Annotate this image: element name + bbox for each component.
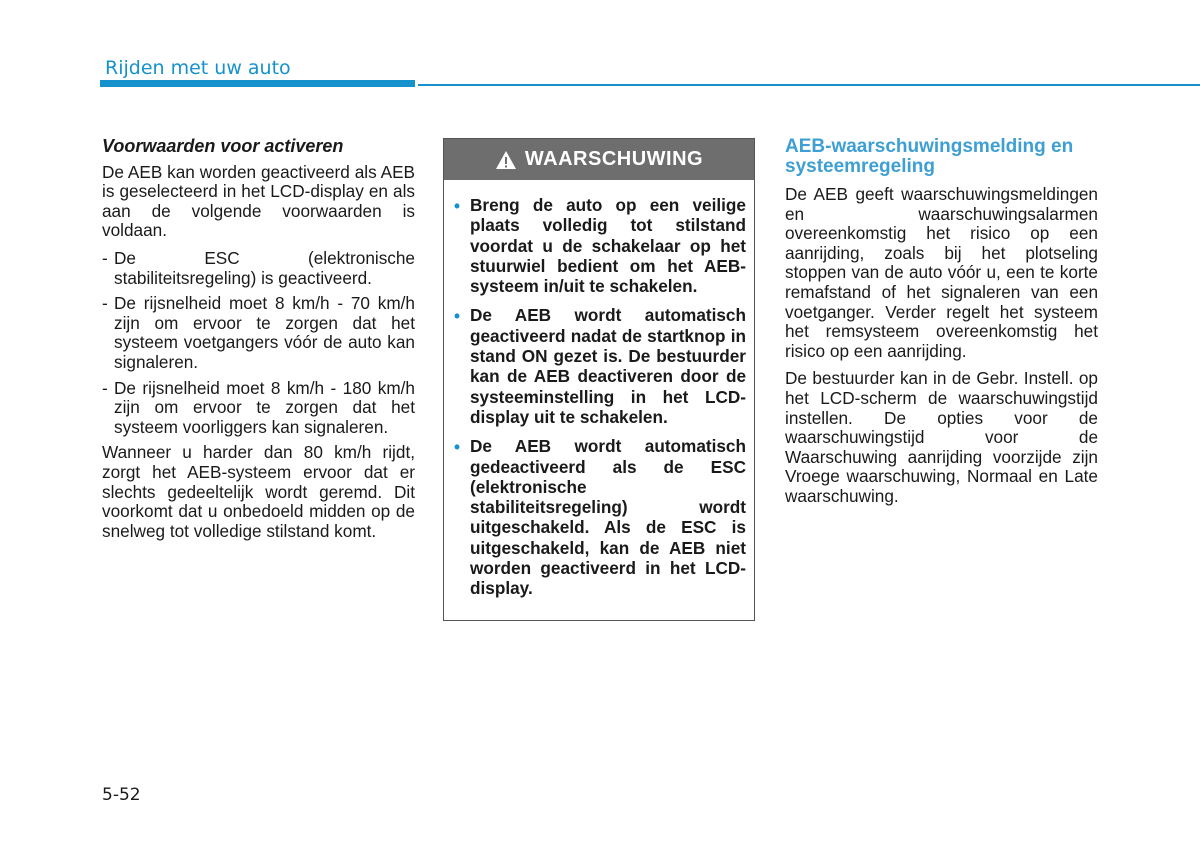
aeb-paragraph: De bestuurder kan in de Gebr. Instell. op het LCD-scherm de waarschuwingstijd instellen. De opties voor de waarschuwingstijd voor de Waarschuwing aanrijding voorzijde zijn Vroege waarschuwing, Normaal en Late waarschuwing. xyxy=(785,368,1098,506)
aeb-paragraph: De AEB geeft waarschuwingsmeldingen en waarschuwingsalarmen overeenkomstig het risico op een aanrijding, zoals bij het plotseling stoppen van de auto vóór u, een te korte remafstand of het signaleren van een voetganger. Verder regelt het systeem het remsysteem overeenkomstig het risico op een aanrijding. xyxy=(785,184,1098,361)
warning-bullet xyxy=(454,195,746,296)
warning-title: WAARSCHUWING xyxy=(524,148,704,170)
warning-header xyxy=(444,139,754,181)
right-column xyxy=(785,137,1098,515)
section-title: Rijden met uw auto xyxy=(105,57,291,79)
conditions-heading: Voorwaarden voor activeren xyxy=(102,136,344,156)
bullet-dot: • xyxy=(454,306,461,327)
conditions-intro: De AEB kan worden geactiveerd als AEB is geselecteerd in het LCD-display en als aan de volgende voorwaarden is voldaan. xyxy=(102,161,415,241)
condition-item-text: De rijsnelheid moet 8 km/h - 180 km/h zijn om ervoor te zorgen dat het systeem voorliggers kan signaleren. xyxy=(114,377,415,437)
warning-bullet-text: Breng de auto op een veilige plaats volledig tot stilstand voordat u de schakelaar op het stuurwiel bedient om het AEB-systeem in/uit te schakelen. xyxy=(470,195,746,297)
warning-triangle-icon xyxy=(495,150,517,170)
page-number: 5-52 xyxy=(102,785,141,805)
conditions-outro: Wanneer u harder dan 80 km/h rijdt, zorgt het AEB-systeem ervoor dat er slechts gedeeltelijk wordt geremd. Dit voorkomt dat u onbedoeld midden op de snelweg tot volledige stilstand komt. xyxy=(102,442,415,541)
warning-bullet xyxy=(454,305,746,427)
left-column xyxy=(102,137,415,549)
warning-bullet xyxy=(454,436,746,598)
header-rule-thick xyxy=(100,80,415,87)
bullet-dot: • xyxy=(454,196,461,216)
condition-item xyxy=(102,249,415,288)
bullet-dot: • xyxy=(454,437,461,458)
dash-marker: - xyxy=(102,293,108,314)
warning-box xyxy=(443,138,755,621)
warning-bullet-text: De AEB wordt automatisch gedeactiveerd als de ESC (elektronische stabiliteitsregeling) wordt uitgeschakeld. Als de ESC is uitgeschakeld, kan de AEB niet worden geactiveerd in het LCD-display. xyxy=(470,436,746,599)
warning-body xyxy=(444,181,754,599)
condition-item-text: De ESC (elektronische stabiliteitsregeling) is geactiveerd. xyxy=(114,247,415,288)
warning-bullet-text: De AEB wordt automatisch geactiveerd nadat de startknop in stand ON gezet is. De bestuurder kan de AEB deactiveren door de systeeminstelling in het LCD-display uit te schakelen. xyxy=(470,305,746,427)
header-rule-thin xyxy=(418,84,1200,86)
dash-marker: - xyxy=(102,377,108,398)
aeb-warning-heading: AEB-waarschuwingsmelding en systeemregeling xyxy=(785,136,1074,177)
condition-item xyxy=(102,294,415,372)
dash-marker: - xyxy=(102,247,108,268)
condition-item xyxy=(102,379,415,438)
condition-item-text: De rijsnelheid moet 8 km/h - 70 km/h zijn om ervoor te zorgen dat het systeem voetgangers vóór de auto kan signaleren. xyxy=(114,293,415,372)
